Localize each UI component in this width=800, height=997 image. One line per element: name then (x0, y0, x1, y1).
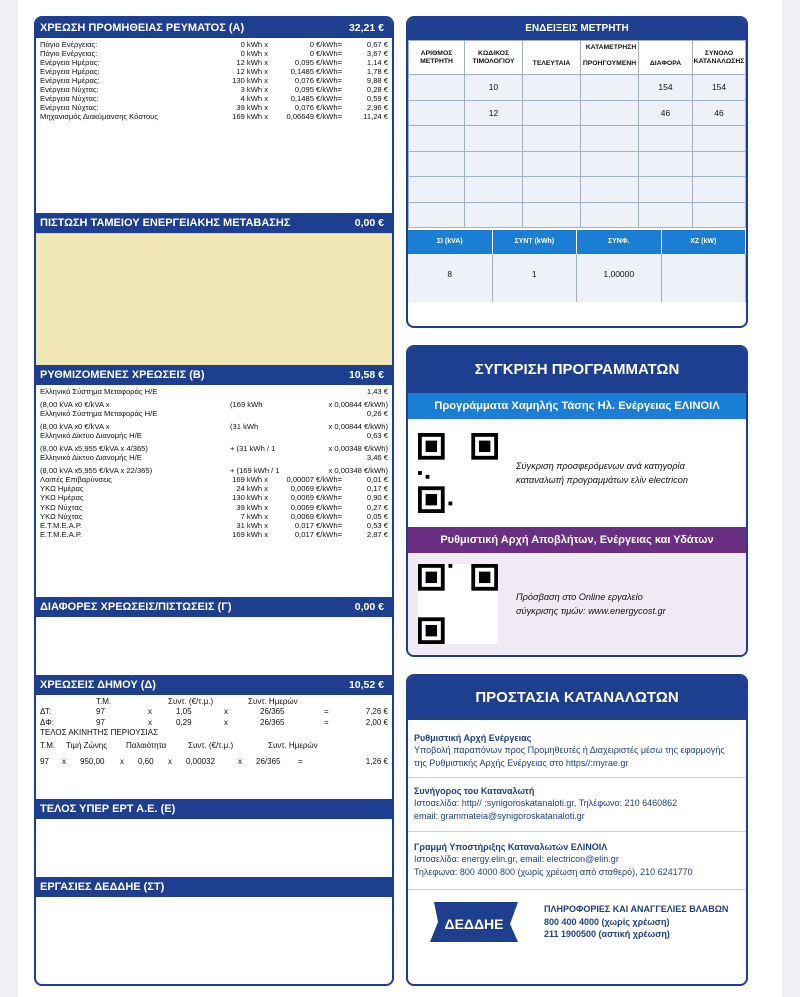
mun-head-days: Συντ. Ημερών (248, 697, 298, 706)
supply-line (40, 58, 388, 67)
power-col-label: ΧΖ (kW) (662, 230, 747, 254)
regulated-block-title (40, 409, 388, 418)
supply-line (40, 103, 388, 112)
line-qty: 24 kWh x (236, 484, 268, 494)
line-rate: 0,06649 €/kWh= (286, 112, 342, 122)
line-qty: 130 kWh x (232, 76, 268, 86)
supply-header (36, 18, 392, 38)
line-desc: ΥΚΩ Νύχτας (40, 511, 83, 521)
qr-code-icon[interactable] (418, 564, 498, 644)
municipal-amount: 10,52 € (348, 679, 384, 691)
support-title: Γραμμή Υποστήριξης Καταναλωτών ΕΛΙΝΟΙΛ (414, 842, 608, 852)
meter-cell (639, 151, 693, 177)
supply-line (40, 76, 388, 85)
line-rate: 0,0069 €/kWh= (290, 484, 342, 494)
line-desc: Ε.Τ.Μ.Ε.Α.Ρ. (40, 520, 83, 530)
line-rate: 0 €/kWh= (309, 40, 342, 49)
tap-head-tm: Τ.Μ. (40, 740, 56, 750)
deddie-line2: 800 400 4000 (χωρίς χρέωση) (544, 916, 670, 927)
deddie-logo (422, 898, 522, 946)
formula-kva: (8,00 kVA x (40, 422, 79, 432)
line-qty: 31 kWh x (236, 520, 268, 530)
meter-cell (465, 151, 523, 177)
line-rate: 0,0069 €/kWh= (290, 493, 342, 503)
raaey-text-line2: σύγκρισης τιμών: www.energycost.gr (516, 606, 666, 616)
line-rate: 0,1485 €/kWh= (290, 94, 342, 104)
regulated-header (36, 365, 392, 385)
line-rate: 0,095 €/kWh= (294, 58, 342, 68)
power-col-value (662, 254, 747, 302)
tap-head-rate: Συντ. (€/τ.μ.) (188, 740, 234, 750)
line-desc: Ενέργεια Ημέρας: (40, 76, 100, 86)
meter-col-total: ΣΥΝΟΛΟ ΚΑΤΑΝΑΛΩΣΗΣ (693, 41, 746, 75)
formula-kva: (8,00 kVA x (40, 444, 79, 454)
tap-cell: 0,00032 (186, 757, 215, 767)
meter-cell: 154 (639, 75, 693, 101)
mun-x2: x (224, 707, 228, 717)
tap-row (40, 757, 388, 767)
block-total: 1,43 € (366, 387, 388, 396)
tap-cell: 0,60 (138, 757, 154, 767)
meter-cell (581, 100, 639, 126)
tap-cell: x (168, 757, 172, 767)
meter-cell (523, 100, 581, 126)
line-total: 0,28 € (366, 85, 388, 95)
line-rate: 0,076 €/kWh= (294, 103, 342, 113)
line-desc: Ενέργεια Νύχτας: (40, 85, 99, 95)
line-total: 3,67 € (366, 49, 388, 59)
ert-header (36, 799, 392, 819)
supply-title: ΧΡΕΩΣΗ ΠΡΟΜΗΘΕΙΑΣ ΡΕΥΜΑΤΟΣ (Α) (40, 22, 245, 34)
meter-row (409, 126, 746, 152)
block-name: Ελληνικό Σύστημα Μεταφοράς Η/Ε (40, 409, 158, 419)
regulated-block-title (40, 431, 388, 440)
municipal-header (36, 675, 392, 695)
elinoil-text-line1: Σύγκριση προσφερόμενων ανά κατηγορία (516, 461, 685, 471)
mun-eq: = (324, 717, 329, 727)
misc-title: ΔΙΑΦΟΡΕΣ ΧΡΕΩΣΕΙΣ/ΠΙΣΤΩΣΕΙΣ (Γ) (40, 601, 232, 613)
raaey-text-line1: Πρόσβαση στο Online εργαλείο (516, 592, 643, 602)
mun-eq: = (324, 707, 329, 717)
line-qty: 0 kWh x (240, 49, 268, 59)
mun-x1: x (148, 717, 152, 727)
line-qty: 12 kWh x (236, 58, 268, 68)
line-total: 2,96 € (366, 103, 388, 113)
tap-cell: x (62, 757, 66, 767)
meter-cell (523, 151, 581, 177)
misc-amount: 0,00 € (354, 601, 384, 613)
meter-cell (581, 75, 639, 101)
line-desc: Ενέργεια Νύχτας: (40, 103, 99, 113)
line-qty: 39 kWh x (236, 103, 268, 113)
formula-unit: x 0,00348 €/kWh) (328, 466, 388, 476)
regulated-line (40, 530, 388, 539)
line-total: 1,78 € (366, 67, 388, 77)
meter-cell: 154 (693, 75, 746, 101)
fund-header (36, 213, 392, 233)
power-values (408, 254, 746, 302)
tap-cell: x (120, 757, 124, 767)
line-desc: Λοιπές Επιβαρύνσεις (40, 475, 112, 485)
meter-cell (581, 177, 639, 203)
line-qty: 3 kWh x (240, 85, 268, 95)
line-desc: Πάγιο Ενέργειας: (40, 40, 98, 49)
line-desc: Ενέργεια Νύχτας: (40, 94, 99, 104)
meter-col-prev (581, 41, 639, 75)
compare-sub-elinoil: Προγράμματα Χαμηλής Τάσης Ηλ. Ενέργειας ΕΛΙΝΟΙΛ (408, 393, 746, 419)
meter-row (409, 151, 746, 177)
tap-head (40, 741, 388, 751)
rae-line1: Υποβολή παραπόνων προς Προμηθευτές ή Διαχειριστές μέσω της εφαρμογής (414, 745, 725, 756)
meter-cell: 10 (465, 75, 523, 101)
rae-title: Ρυθμιστική Αρχή Ενέργειας (414, 733, 532, 743)
line-qty: 169 kWh x (232, 529, 268, 539)
line-qty: 7 kWh x (240, 511, 268, 521)
deddie-works-title: ΕΡΓΑΣΙΕΣ ΔΕΔΔΗΕ (ΣΤ) (40, 881, 165, 893)
power-col-value: 1,00000 (577, 254, 662, 302)
meter-row (409, 202, 746, 228)
raaey-qr-row (408, 553, 746, 655)
mun-x2: x (224, 717, 228, 727)
ombudsman-line2: email: grammateia@synigoroskatanaloti.gr (414, 810, 585, 821)
ert-area (36, 819, 392, 877)
meter-panel (406, 16, 748, 328)
line-total: 0,59 € (366, 94, 388, 104)
meter-cell (693, 151, 746, 177)
protection-panel (406, 674, 748, 986)
line-qty: 0 kWh x (240, 40, 268, 49)
line-total: 9,88 € (366, 76, 388, 86)
line-desc: Μηχανισμός Διακύμανσης Κόστους (40, 112, 158, 122)
elinoil-qr-row (408, 419, 746, 527)
power-col-value: 8 (408, 254, 493, 302)
meter-cell (465, 202, 523, 228)
charges-panel (34, 16, 394, 986)
line-total: 0,05 € (366, 511, 388, 521)
line-qty: 39 kWh x (236, 502, 268, 512)
regulated-line (40, 503, 388, 512)
meter-cell (639, 126, 693, 152)
meter-cell: 12 (465, 100, 523, 126)
municipal-head (40, 697, 388, 707)
meter-row (409, 177, 746, 203)
power-header (408, 230, 746, 254)
meter-col-prev-label: ΠΡΟΗΓΟΥΜΕΝΗ (582, 60, 637, 67)
fund-title: ΠΙΣΤΩΣΗ ΤΑΜΕΙΟΥ ΕΝΕΡΓΕΙΑΚΗΣ ΜΕΤΑΒΑΣΗΣ (40, 217, 291, 229)
regulated-title: ΡΥΘΜΙΖΟΜΕΝΕΣ ΧΡΕΩΣΕΙΣ (Β) (40, 369, 205, 381)
formula-kwh: (169 kWh (230, 400, 263, 410)
qr-code-icon[interactable] (418, 433, 498, 513)
line-total: 0,01 € (366, 475, 388, 485)
block-total: 3,46 € (366, 453, 388, 463)
compare-sub-raaey: Ρυθμιστική Αρχή Αποβλήτων, Ενέργειας και Υδάτων (408, 527, 746, 553)
meter-cell (639, 202, 693, 228)
line-total: 0,90 € (366, 493, 388, 503)
meter-cell (523, 202, 581, 228)
regulated-lines (36, 385, 392, 597)
elinoil-compare-text (516, 459, 688, 487)
regulated-line (40, 512, 388, 521)
tap-cell: 97 (40, 757, 49, 767)
line-total: 1,14 € (366, 58, 388, 68)
tap-cell: 26/365 (256, 757, 281, 767)
line-rate: 0 €/kWh= (309, 49, 342, 59)
meter-col-code: ΚΩΔΙΚΟΣ ΤΙΜΟΛΟΓΙΟΥ (465, 41, 523, 75)
meter-cell (409, 100, 465, 126)
regulated-line (40, 521, 388, 530)
fund-area (36, 233, 392, 365)
line-rate: 0,00007 €/kWh= (286, 475, 342, 485)
line-total: 2,87 € (366, 529, 388, 539)
deddie-logo-text: ΔΕΔΔΗΕ (444, 916, 504, 932)
supply-line (40, 85, 388, 94)
mun-total: 2,00 € (365, 717, 388, 727)
line-rate: 0,017 €/kWh= (294, 529, 342, 539)
formula-rate: 5,955 €/kVA x 22/365) (78, 466, 153, 476)
line-qty: 169 kWh x (232, 112, 268, 122)
fund-amount: 0,00 € (354, 217, 384, 229)
line-desc: Ε.Τ.Μ.Ε.Α.Ρ. (40, 529, 83, 539)
formula-unit: x 0,00844 €/kWh) (328, 400, 388, 410)
formula-rate: 5,955 €/kVA x 4/365) (78, 444, 148, 454)
mun-k: ΔΤ: (40, 707, 52, 717)
line-rate: 0,0069 €/kWh= (290, 502, 342, 512)
mun-tm: 97 (96, 707, 105, 717)
regulated-block-formula (40, 444, 388, 453)
deddie-line1: ΠΛΗΡΟΦΟΡΙΕΣ ΚΑΙ ΑΝΑΓΓΕΛΙΕΣ ΒΛΑΒΩΝ (544, 904, 729, 915)
formula-kwh: + (31 kWh / 1 (230, 444, 276, 454)
tap-cell: 950,00 (80, 757, 105, 767)
meter-cell: 46 (639, 100, 693, 126)
meter-cell (581, 202, 639, 228)
supply-line (40, 112, 388, 121)
line-qty: 4 kWh x (240, 94, 268, 104)
municipal-title: ΧΡΕΩΣΕΙΣ ΔΗΜΟΥ (Δ) (40, 679, 156, 691)
compare-panel (406, 345, 748, 657)
mun-head-tm: Τ.Μ. (96, 697, 112, 706)
block-name: Ελληνικό Σύστημα Μεταφοράς Η/Ε (40, 387, 158, 396)
regulated-block-formula (40, 466, 388, 475)
support-line1: Ιστοσελίδα: energy.elin.gr, email: electricon@elin.gr (414, 854, 619, 865)
regulated-block-title (40, 453, 388, 462)
formula-kva: (8,00 kVA x (40, 466, 79, 476)
ombudsman-line1: Ιστοσελίδα: http// :synigoroskatanaloti.gr, Τηλέφωνο: 210 6460862 (414, 798, 678, 809)
line-rate: 0,0069 €/kWh= (290, 511, 342, 521)
mun-head-rate: Συντ. (€/τ.μ.) (168, 697, 214, 706)
line-desc: Ενέργεια Ημέρας: (40, 67, 100, 77)
protection-title: ΠΡΟΣΤΑΣΙΑ ΚΑΤΑΝΑΛΩΤΩΝ (408, 676, 746, 720)
regulated-amount: 10,58 € (348, 369, 384, 381)
power-col-value: 1 (493, 254, 578, 302)
ombudsman-block (408, 778, 746, 832)
meter-title: ΕΝΔΕΙΞΕΙΣ ΜΕΤΡΗΤΗ (408, 18, 746, 40)
municipal-row (40, 718, 388, 728)
deddie-works-area (36, 897, 392, 957)
formula-rate: 0 €/kVA x (78, 400, 110, 410)
line-total: 0,17 € (366, 484, 388, 494)
power-col-label: ΣΙ (kVA) (408, 230, 493, 254)
meter-group-label: ΚΑΤΑΜΕΤΡΗΣΗ (585, 44, 637, 51)
rae-block (408, 720, 746, 778)
rae-line2: της Ρυθμιστικής Αρχής Ενέργειας στο https//:myrae.gr (414, 757, 629, 768)
deddie-row (408, 890, 746, 946)
formula-kva: (8,00 kVA x (40, 400, 79, 410)
block-name: Ελληνικό Δίκτυο Διανομής Η/Ε (40, 431, 142, 441)
protection-info (408, 720, 746, 890)
ombudsman-title: Συνήγορος του Καταναλωτή (414, 786, 535, 796)
formula-rate: 0 €/kVA x (78, 422, 110, 432)
misc-area (36, 617, 392, 675)
mun-k: ΔΦ: (40, 717, 54, 727)
meter-row (409, 100, 746, 126)
regulated-block-title (40, 387, 388, 396)
supply-line (40, 67, 388, 76)
deddie-line3: 211 1900500 (αστική χρέωση) (544, 929, 670, 940)
mun-days: 26/365 (260, 707, 285, 717)
municipal-lines (36, 695, 392, 799)
meter-col-number: ΑΡΙΘΜΟΣ ΜΕΤΡΗΤΗ (409, 41, 465, 75)
line-desc: ΥΚΩ Νύχτας (40, 502, 83, 512)
compare-title: ΣΥΓΚΡΙΣΗ ΠΡΟΓΡΑΜΜΑΤΩΝ (408, 347, 746, 393)
supply-line (40, 49, 388, 58)
mun-x1: x (148, 707, 152, 717)
mun-tm: 97 (96, 717, 105, 727)
meter-row (409, 75, 746, 101)
meter-cell (409, 126, 465, 152)
meter-cell (693, 202, 746, 228)
mun-days: 26/365 (260, 717, 285, 727)
municipal-row (40, 707, 388, 717)
meter-cell (409, 151, 465, 177)
meter-cell (409, 75, 465, 101)
misc-header (36, 597, 392, 617)
line-rate: 0,076 €/kWh= (294, 76, 342, 86)
formula-unit: x 0,00844 €/kWh) (328, 422, 388, 432)
line-total: 0,53 € (366, 520, 388, 530)
tap-cell: = (298, 757, 303, 767)
regulated-block-formula (40, 400, 388, 409)
power-col-label: ΣΥΝΦ. (577, 230, 662, 254)
supply-amount: 32,21 € (348, 22, 384, 34)
meter-cell (581, 126, 639, 152)
line-total: 0,27 € (366, 502, 388, 512)
line-qty: 12 kWh x (236, 67, 268, 77)
tap-title: ΤΕΛΟΣ ΑΚΙΝΗΤΗΣ ΠΕΡΙΟΥΣΙΑΣ (40, 728, 159, 738)
supply-line (40, 94, 388, 103)
meter-col-diff: ΔΙΑΦΟΡΑ (639, 41, 693, 75)
meter-cell (523, 126, 581, 152)
meter-cell (639, 177, 693, 203)
block-total: 0,26 € (366, 409, 388, 419)
line-desc: ΥΚΩ Ημέρας (40, 493, 84, 503)
meter-cell (693, 126, 746, 152)
ert-title: ΤΕΛΟΣ ΥΠΕΡ ΕΡΤ Α.Ε. (Ε) (40, 803, 176, 815)
meter-cell (523, 75, 581, 101)
regulated-line (40, 475, 388, 484)
regulated-block-formula (40, 422, 388, 431)
deddie-contact (544, 903, 728, 941)
meter-cell (581, 151, 639, 177)
supply-lines (36, 38, 392, 213)
supply-line (40, 40, 388, 49)
tap-head-days: Συντ. Ημερών (268, 740, 318, 750)
raaey-compare-text (516, 590, 666, 618)
line-desc: ΥΚΩ Ημέρας (40, 484, 84, 494)
formula-unit: x 0,00348 €/kWh) (328, 444, 388, 454)
line-rate: 0,017 €/kWh= (294, 520, 342, 530)
meter-cell: 46 (693, 100, 746, 126)
line-total: 0,67 € (366, 40, 388, 49)
meter-table (408, 40, 746, 228)
mun-rate: 0,29 (176, 717, 192, 727)
tap-head-age: Παλαιότητα (126, 740, 167, 750)
meter-cell (523, 177, 581, 203)
mun-rate: 1,05 (176, 707, 192, 717)
line-qty: 130 kWh x (232, 493, 268, 503)
meter-cell (465, 177, 523, 203)
support-line2: Τηλεφωνα: 800 4000 800 (χωρίς χρέωση από σταθερό), 210 6241770 (414, 866, 693, 877)
deddie-works-header (36, 877, 392, 897)
meter-col-last: ΤΕΛΕΥΤΑΙΑ (523, 41, 581, 75)
meter-cell (693, 177, 746, 203)
line-desc: Ενέργεια Ημέρας: (40, 58, 100, 68)
mun-total: 7,26 € (365, 707, 388, 717)
line-desc: Πάγιο Ενέργειας: (40, 49, 98, 59)
power-col-label: ΣΥΝΤ (kWh) (493, 230, 578, 254)
tap-head-zone: Τιμή Ζώνης (66, 740, 108, 750)
regulated-line (40, 484, 388, 493)
meter-cell (409, 177, 465, 203)
block-name: Ελληνικό Δίκτυο Διανομής Η/Ε (40, 453, 142, 463)
regulated-line (40, 493, 388, 502)
line-qty: 169 kWh x (232, 475, 268, 485)
meter-cell (465, 126, 523, 152)
tap-cell: x (238, 757, 242, 767)
line-total: 11,24 € (363, 112, 388, 122)
line-rate: 0,095 €/kWh= (294, 85, 342, 95)
formula-kwh: (31 kWh (230, 422, 259, 432)
formula-kwh: + (169 kWh / 1 (230, 466, 280, 476)
block-total: 0,63 € (366, 431, 388, 441)
line-rate: 0,1485 €/kWh= (290, 67, 342, 77)
elinoil-text-line2: καταναλωτή προγραμμάτων ελίν electricon (516, 475, 688, 485)
meter-cell (409, 202, 465, 228)
tap-cell: 1,26 € (365, 757, 388, 767)
elinoil-support-block (408, 832, 746, 890)
